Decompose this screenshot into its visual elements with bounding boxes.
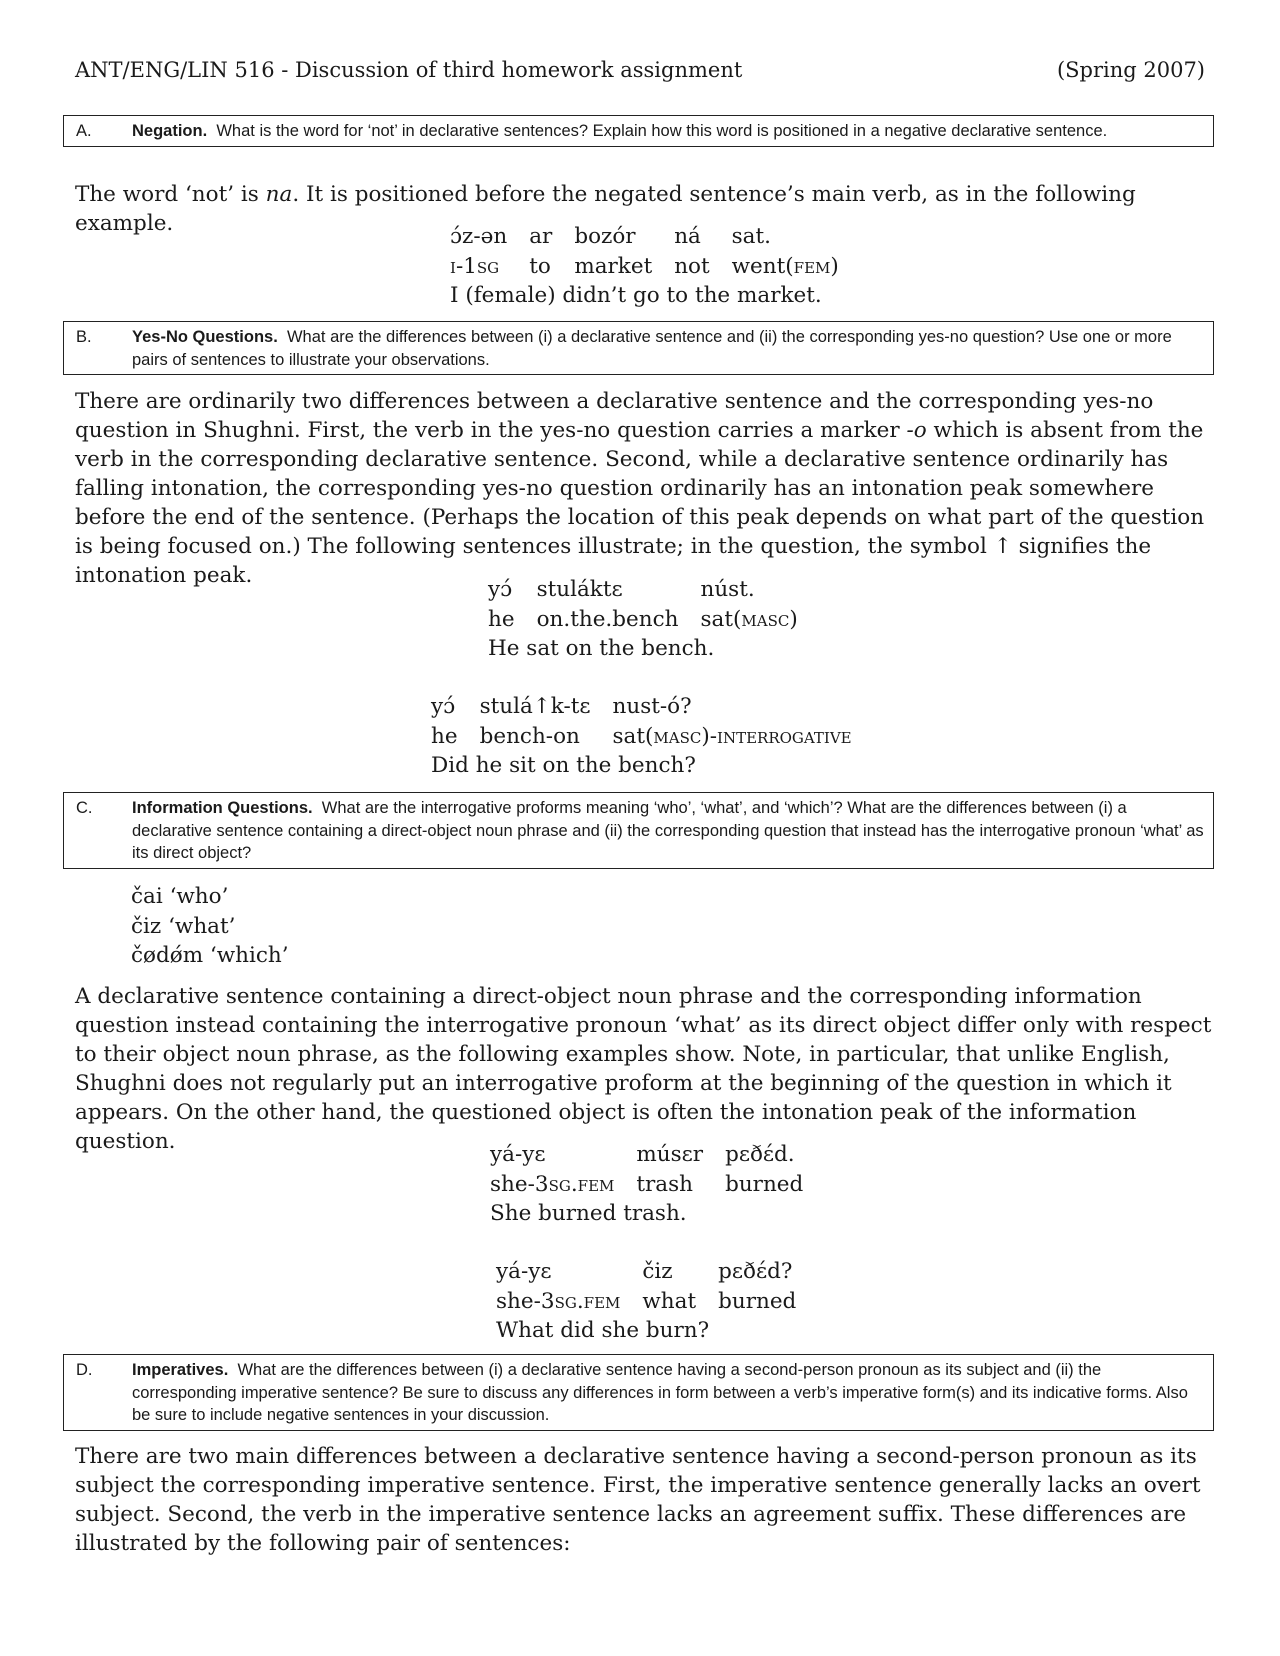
section-letter-c: C. [76, 799, 93, 817]
word: ɔ́z-ən [450, 224, 508, 249]
gloss: what [642, 1288, 697, 1314]
gloss: to [529, 253, 551, 279]
word: stulá↑k-tɛ [479, 694, 591, 719]
document-title: ANT/ENG/LIN 516 - Discussion of third homework assignment [75, 58, 743, 82]
question-text-d: What are the differences between (i) a declarative sentence having a second-person pronoun as its subject and (ii) the corresponding imperative sentence? Be sure to discuss any differences in form between a verb’s imperative form(s) and its indicative forms. Also be sure to include negative sentences in your discussion. [132, 1361, 1188, 1424]
question-text-c: What are the interrogative proforms meaning ‘who’, ‘what’, and ‘which’? What are the differences between (i) a declarative sentence containing a direct-object noun phrase and (ii) the corresponding question that instead has the interrogative pronoun ‘what’ as its direct object? [132, 799, 1204, 862]
word: stuláktɛ [536, 577, 623, 602]
example-a [450, 222, 861, 311]
word: čiz [642, 1259, 673, 1284]
example-c1-gloss [490, 1170, 825, 1200]
question-box-c [63, 792, 1214, 869]
page-header [75, 58, 1205, 82]
word: ar [529, 224, 553, 249]
word: pɛðɛ́d. [725, 1142, 795, 1167]
example-b1 [488, 575, 820, 664]
gloss: burned [725, 1171, 804, 1197]
gloss: he [431, 723, 458, 749]
example-b2-words [431, 692, 874, 722]
answer-c: A declarative sentence containing a direct-object noun phrase and the corresponding information question instead containing the interrogative pronoun ‘what’ as its direct object differ only with respect to their object noun phrase, as the following examples show. Note, in particular, that unlike English, Shughni does not regularly put an interrogative proform at the beginning of the question in which it appears. On the other hand, the questioned object is often the intonation peak of the information question. [75, 984, 1212, 1154]
answer-b-part1: There are ordinarily two differences between a declarative sentence and the corresponding yes-no question in Shughni. First, the verb in the yes-no question carries a marker [75, 389, 1154, 443]
answer-b-part2: which is absent from the verb in the corresponding declarative sentence. Second, while a declarative sentence ordinarily has falling intonation, the corresponding yes-no question ordinarily has an intonation peak somewhere before the end of the sentence. (Perhaps the location of this peak depends on what part of the question is being focused on.) The following sentences illustrate; in the question, the symbol ↑ signifies the intonation peak. [75, 418, 1205, 588]
word: nust-ó? [612, 694, 692, 719]
list-item: čai ‘who’ [131, 884, 229, 909]
example-c2-words [496, 1257, 818, 1287]
section-letter-b: B. [76, 328, 92, 346]
answer-d: There are two main differences between a declarative sentence having a second-person pronoun as its subject the corresponding imperative sentence. First, the imperative sentence generally lacks an overt subject. Second, the verb in the imperative sentence lacks an agreement suffix. These differences are illustrated by the following pair of sentences: [75, 1444, 1201, 1556]
gloss: she-3sg.fem [496, 1288, 621, 1314]
example-c1 [490, 1140, 825, 1229]
example-c2 [496, 1257, 818, 1346]
gloss: went(fem) [731, 253, 839, 279]
gloss: sat(masc) [700, 606, 798, 632]
example-b1-gloss [488, 605, 820, 635]
answer-b [75, 387, 1215, 590]
example-b1-translation: He sat on the bench. [488, 636, 715, 661]
section-title-b: Yes-No Questions. [132, 328, 278, 346]
answer-a-post: . It is positioned before the negated sentence’s main verb, as in the following example. [75, 182, 1136, 236]
question-box-d [63, 1354, 1214, 1431]
word: núst. [700, 577, 755, 602]
proform-list [131, 882, 289, 971]
word: yɔ́ [431, 694, 456, 719]
word: yá-yɛ [490, 1142, 546, 1167]
word: bozór [574, 224, 636, 249]
gloss: bench-on [479, 723, 580, 749]
question-box-b [63, 321, 1214, 375]
term-label: (Spring 2007) [1056, 58, 1205, 82]
example-b1-words [488, 575, 820, 605]
gloss: trash [636, 1171, 693, 1197]
gloss: he [488, 606, 515, 632]
section-title-c: Information Questions. [132, 799, 313, 817]
example-c2-gloss [496, 1287, 818, 1317]
example-c1-translation: She burned trash. [490, 1201, 687, 1226]
example-c2-translation: What did she burn? [496, 1318, 710, 1343]
question-box-a [63, 115, 1214, 147]
answer-a-pre: The word ‘not’ is [75, 182, 266, 207]
word: músɛr [636, 1142, 704, 1167]
example-a-words [450, 222, 861, 252]
list-item: čiz ‘what’ [131, 913, 236, 939]
section-letter-d: D. [76, 1361, 93, 1379]
word: yɔ́ [488, 577, 513, 602]
word: ná [674, 224, 701, 249]
answer-a-word: na [265, 182, 293, 207]
gloss: i-1sg [450, 253, 500, 279]
example-a-gloss [450, 252, 861, 282]
answer-b-marker: -o [906, 418, 927, 443]
example-b2-gloss [431, 722, 874, 752]
question-text-a: What is the word for ‘not’ in declarative sentences? Explain how this word is positioned in a negative declarative sentence. [216, 122, 1108, 140]
gloss: she-3sg.fem [490, 1171, 615, 1197]
gloss: market [574, 253, 653, 279]
word: sat. [731, 224, 771, 249]
gloss: not [674, 253, 710, 279]
word: pɛðɛ́d? [718, 1259, 793, 1284]
gloss: sat(masc)-interrogative [612, 723, 852, 749]
list-item: čødǿm ‘which’ [131, 943, 289, 968]
word: yá-yɛ [496, 1259, 552, 1284]
example-c1-words [490, 1140, 825, 1170]
section-title-a: Negation. [132, 122, 208, 140]
section-letter-a: A. [76, 122, 92, 140]
example-b2-translation: Did he sit on the bench? [431, 753, 696, 778]
gloss: burned [718, 1288, 797, 1314]
section-title-d: Imperatives. [132, 1361, 229, 1379]
gloss: on.the.bench [536, 606, 679, 632]
question-text-b: What are the differences between (i) a declarative sentence and (ii) the corresponding yes-no question? Use one or more pairs of sentences to illustrate your observations. [132, 328, 1172, 369]
example-b2 [431, 692, 874, 781]
example-a-translation: I (female) didn’t go to the market. [450, 283, 822, 308]
